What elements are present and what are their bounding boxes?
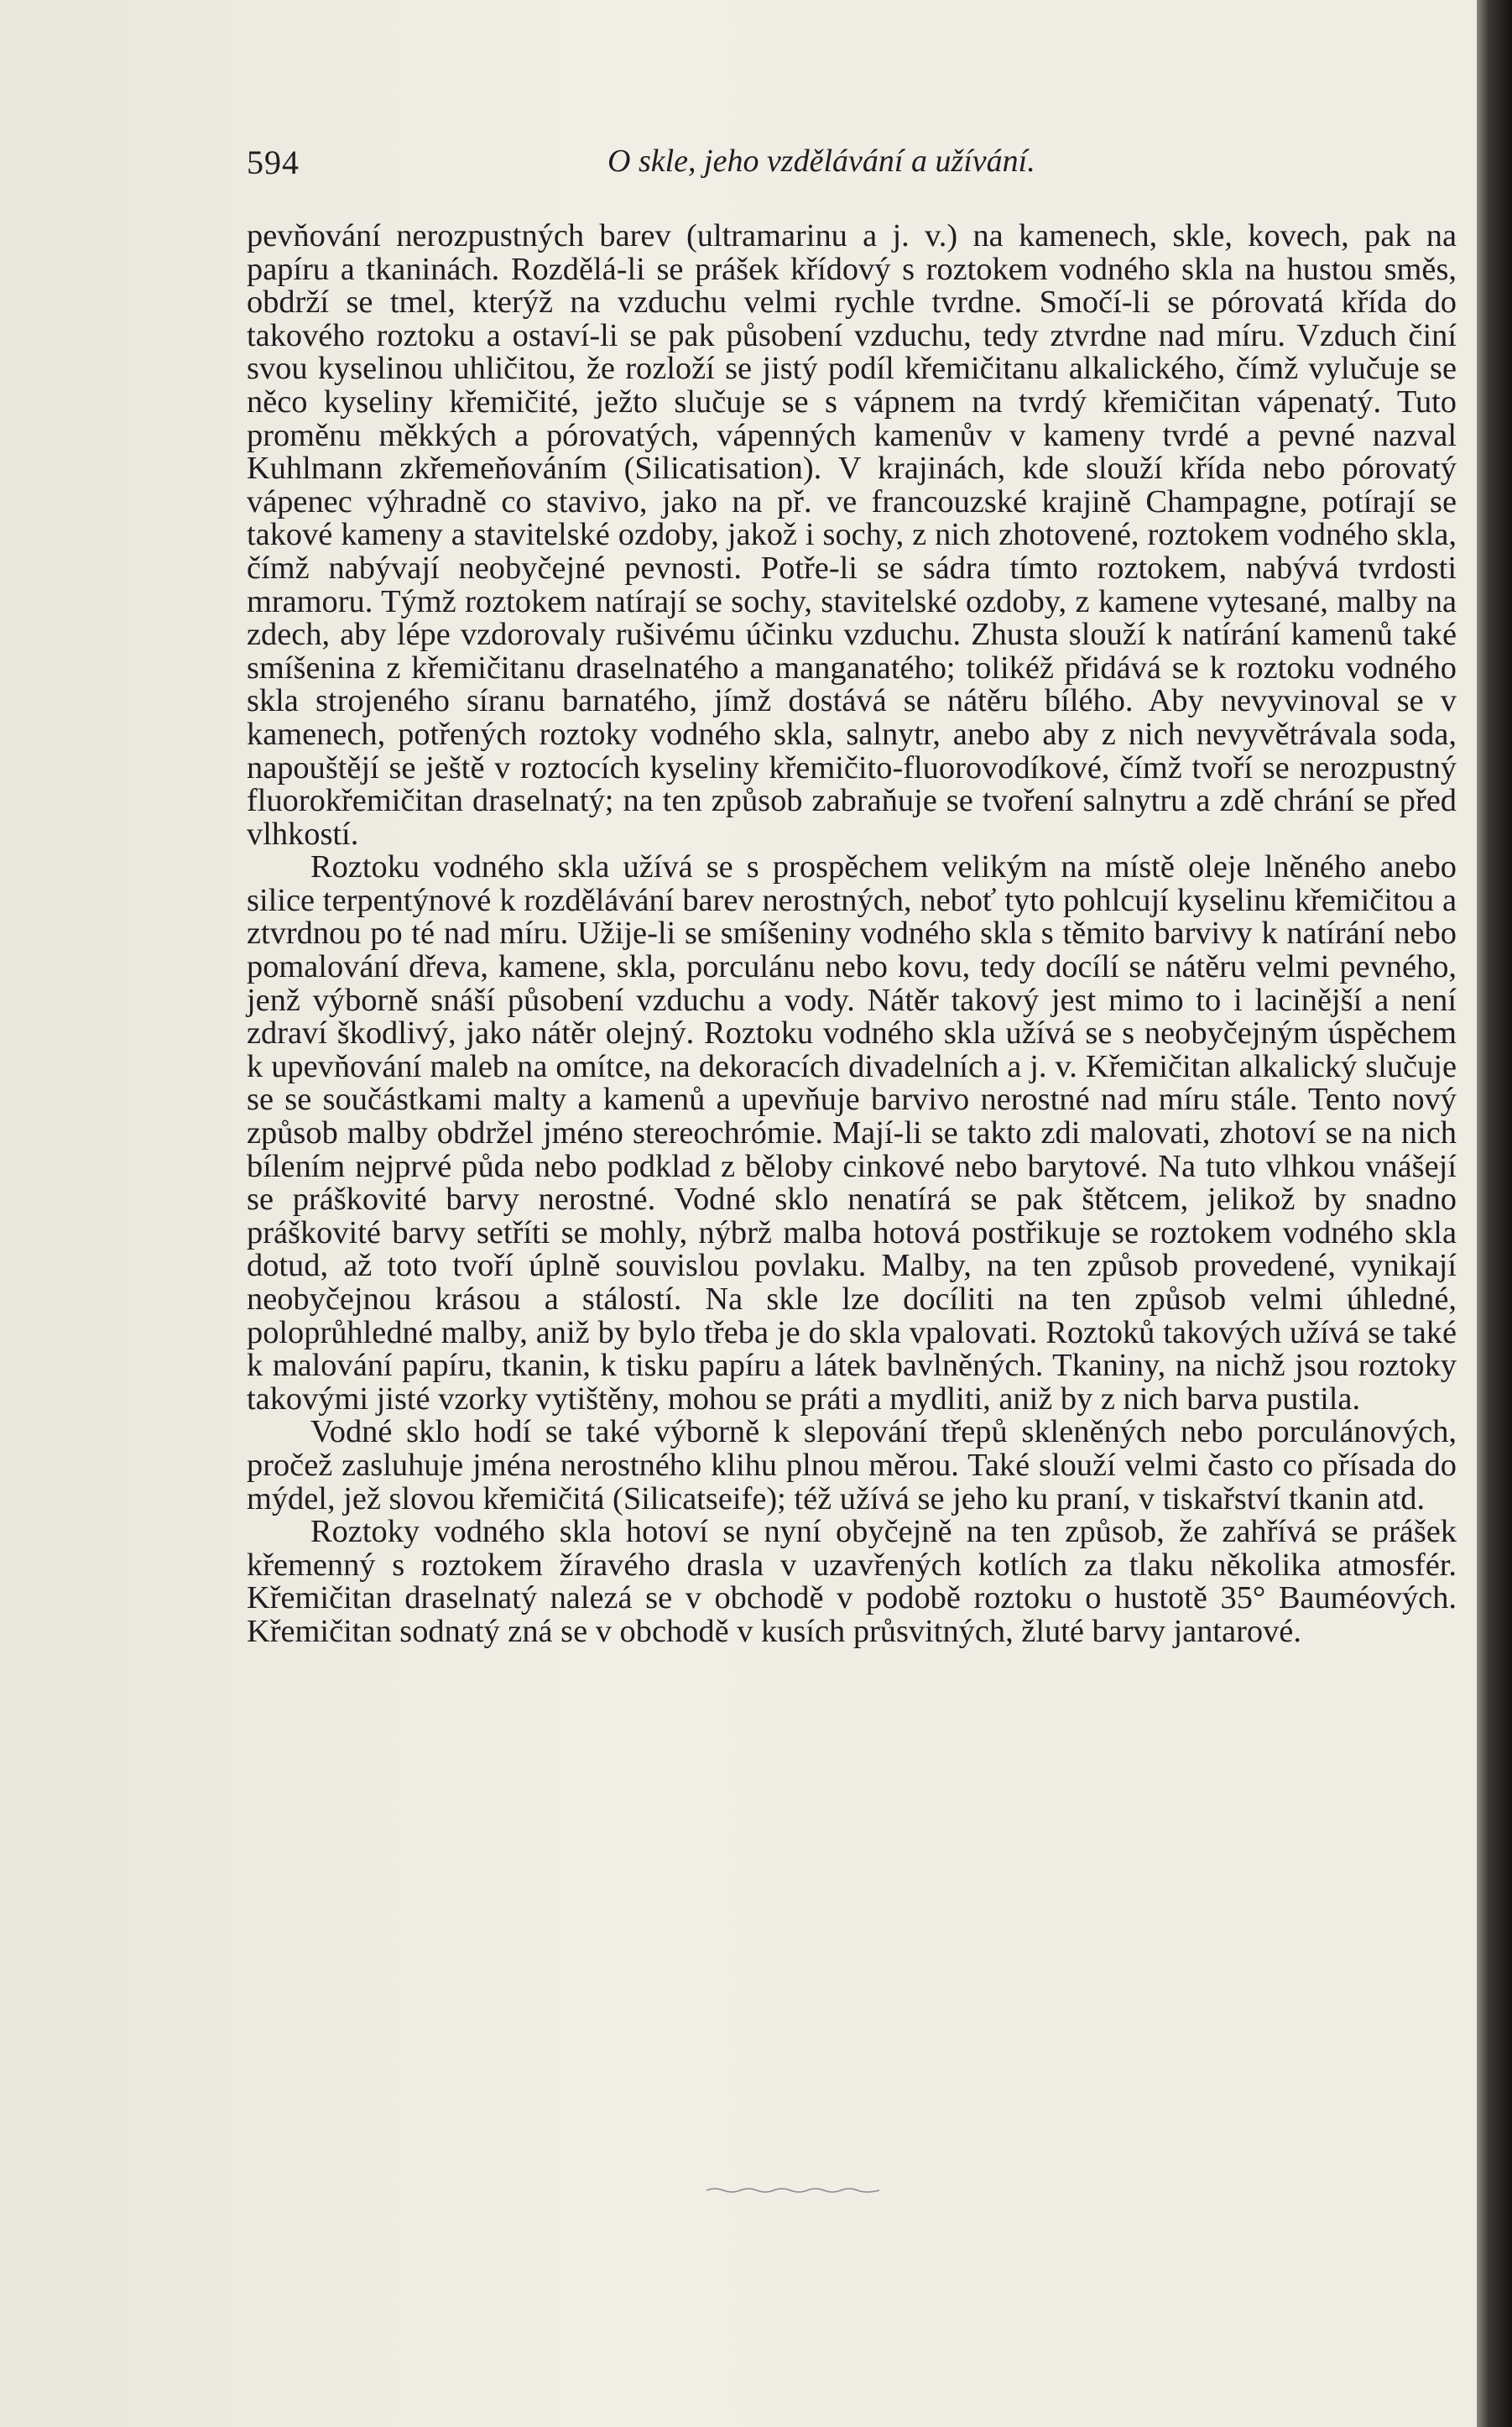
running-title: O skle, jeho vzdělávání a užívání. [607,144,1035,179]
section-end-ornament [705,2185,881,2195]
book-spine-edge [1477,0,1512,2427]
paragraph: Roztoku vodného skla užívá se s prospěchem velikým na místě oleje lněného anebo silice terpentýnové k rozdělávání barev nerostných, neboť tyto pohlcují kyselinu křemičitou a ztvrdnou po té nad míru. Užije-li se smíšeniny vodného skla s těmito barvivy k natírání nebo pomalování dřeva, kamene, skla, porculánu nebo kovu, tedy docílí se nátěru velmi pevného, jenž výborně snáší působení vzduchu a vody. Nátěr takový jest mimo to i lacinější a není zdraví škodlivý, jako nátěr olejný. Roztoku vodného skla užívá se s neobyčejným úspěchem k upevňování maleb na omítce, na dekoracích divadelních a j. v. Křemičitan alkalický slučuje se se součástkami malty a kamenů a upevňuje barvivo nerostné nad míru stále. Tento nový způsob malby obdržel jméno stereochrómie. Mají-li se takto zdi malovati, zhotoví se na nich bílením nejprvé půda nebo podklad z běloby cinkové nebo barytové. Na tuto vlhkou vnášejí se práškovité barvy nerostné. Vodné sklo nenatírá se pak štětcem, jelikož by snadno práškovité barvy setříti se mohly, nýbrž malba hotová postřikuje se roztokem vodného skla dotud, až toto tvoří úplně souvislou povlaku. Malby, na ten způsob provedené, vynikají neobyčejnou krásou a stálostí. Na skle lze docíliti na ten způsob velmi úhledné, poloprůhledné malby, aniž by bylo třeba je do skla vpalovati. Roztoků takových užívá se také k malování papíru, tkanin, k tisku papíru a látek bavlněných. Tkaniny, na nichž jsou roztoky takovými jisté vzorky vytištěny, mohou se práti a mydliti, aniž by z nich barva pustila. [247,849,1457,1417]
paragraph: Vodné sklo hodí se také výborně k slepování třepů skleněných nebo porculánových, pročež zasluhuje jména nerostného klihu plnou měrou. Také slouží velmi často co přísada do mýdel, jež slovou křemičitá (Silicatseife); též užívá se jeho ku praní, v tiskařství tkanin atd. [247,1414,1457,1516]
body-text [247,220,1457,1649]
paragraph: Roztoky vodného skla hotoví se nyní obyčejně na ten způsob, že zahřívá se prášek křemenný s roztokem žíravého drasla v uzavřených kotlích za tlaku několika atmosfér. Křemičitan draselnatý nalezá se v obchodě v podobě roztoku o hustotě 35° Bauméových. Křemičitan sodnatý zná se v obchodě v kusích průsvitných, žluté barvy jantarové. [247,1514,1457,1649]
page-number: 594 [247,144,300,181]
paragraph-continued: pevňování nerozpustných barev (ultramarinu a j. v.) na kamenech, skle, kovech, pak na papíru a tkaninách. Rozdělá-li se prášek křídový s roztokem vodného skla na hustou směs, obdrží se tmel, kterýž na vzduchu velmi rychle tvrdne. Smočí-li se pórovatá křída do takového roztoku a ostaví-li se pak působení vzduchu, tedy ztvrdne nad míru. Vzduch činí svou kyselinou uhličitou, že rozloží se jistý podíl křemičitanu alkalického, čímž vylučuje se něco kyseliny křemičité, ježto slučuje se s vápnem na tvrdý křemičitan vápenatý. Tuto proměnu měkkých a pórovatých, vápenných kamenův v kameny tvrdé a pevné nazval Kuhlmann zkřemeňováním (Silicatisation). V krajinách, kde slouží křída nebo pórovatý vápenec výhradně co stavivo, jako na př. ve francouzské krajině Champagne, potírají se takové kameny a stavitelské ozdoby, jakož i sochy, z nich zhotovené, roztokem vodného skla, čímž nabývají neobyčejné pevnosti. Potře-li se sádra tímto roztokem, nabývá tvrdosti mramoru. Týmž roztokem natírají se sochy, stavitelské ozdoby, z kamene vytesané, malby na zdech, aby lépe vzdorovaly rušivému účinku vzduchu. Zhusta slouží k natírání kamenů také smíšenina z křemičitanu draselnatého a manganatého; tolikéž přidává se k roztoku vodného skla strojeného síranu barnatého, jímž dostává se nátěru bílého. Aby nevyvinoval se v kamenech, potřených roztoky vodného skla, salnytr, anebo aby z nich nevyvětrávala soda, napouštějí se ještě v roztocích kyseliny křemičito-fluorovodíkové, čímž tvoří se nerozpustný fluorokřemičitan draselnatý; na ten způsob zabraňuje se tvoření salnytru a zdě chrání se před vlhkostí. [247,218,1457,852]
page-header [247,143,1472,185]
